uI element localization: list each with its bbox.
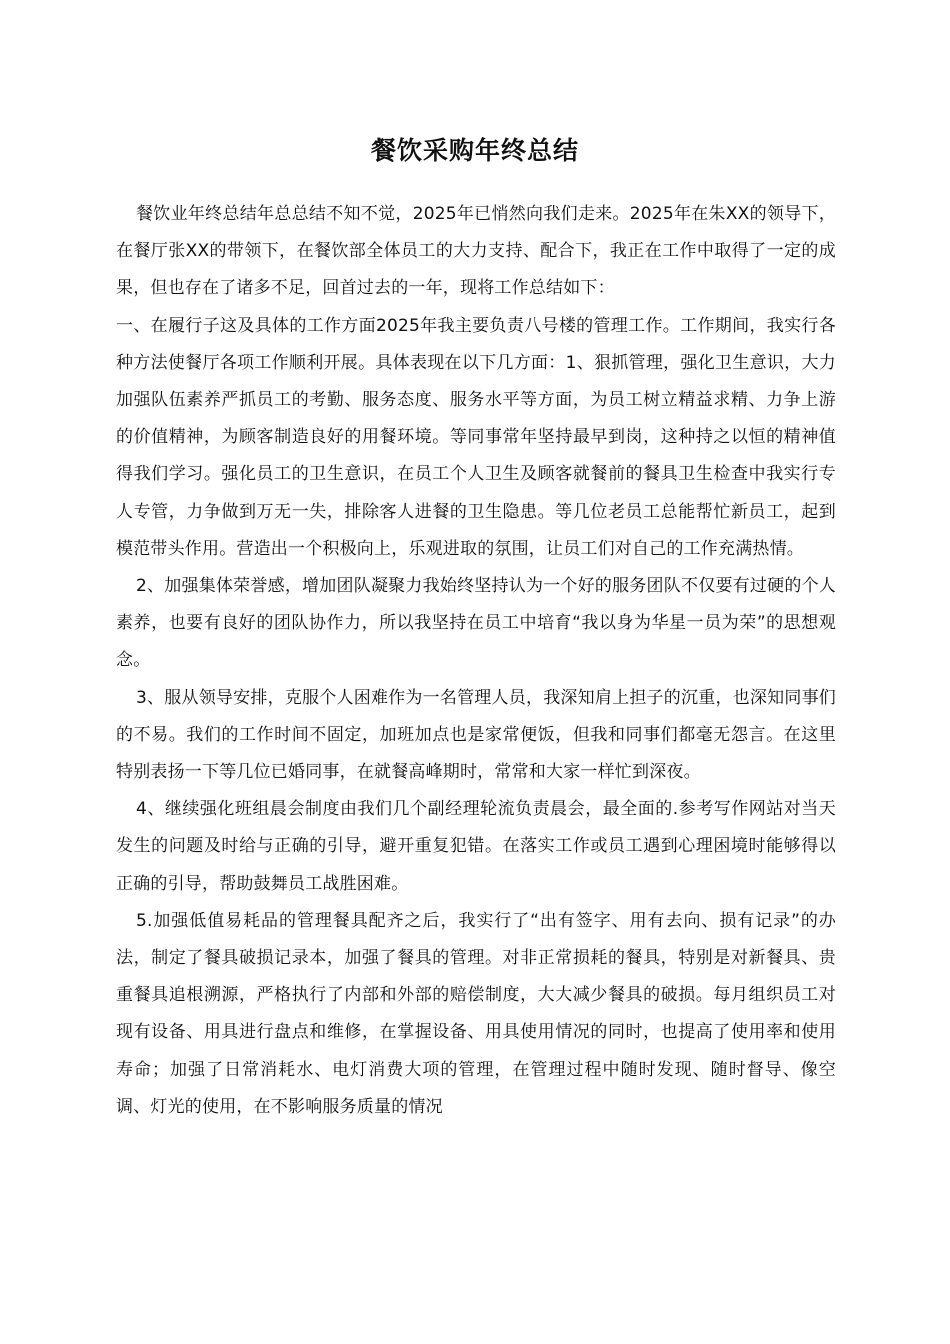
paragraph-intro: 餐饮业年终总结年总总结不知不觉，2025年已悄然向我们走来。2025年在朱XX的领导下，在餐厅张XX的带领下，在餐饮部全体员工的大力支持、配合下，我正在工作中取得了一定的成果，但也存在了诸多不足，回首过去的一年，现将工作总结如下： — [116, 204, 836, 299]
paragraph-section-1: 一、在履行子这及具体的工作方面2025年我主要负责八号楼的管理工作。工作期间，我实行各种方法使餐厅各项工作顺利开展。具体表现在以下几方面：1、狠抓管理，强化卫生意识，大力加强队伍素养严抓员工的考勤、服务态度、服务水平等方面，为员工树立精益求精、力争上游的价值精神，为顾客制造良好的用餐环境。等同事常年坚持最早到岗，这种持之以恒的精神值得我们学习。强化员工的卫生意识，在员工个人卫生及顾客就餐前的餐具卫生检查中我实行专人专管，力争做到万无一失，排除客人进餐的卫生隐患。等几位老员工总能帮忙新员工，起到模范带头作用。营造出一个积极向上，乐观进取的氛围，让员工们对自己的工作充满热情。 — [116, 315, 836, 559]
paragraph-item-3: 3、服从领导安排，克服个人困难作为一名管理人员，我深知肩上担子的沉重，也深知同事们的不易。我们的工作时间不固定，加班加点也是家常便饭，但我和同事们都毫无怨言。在这里特别表扬一下等几位已婚同事，在就餐高峰期时，常常和大家一样忙到深夜。 — [116, 687, 836, 783]
paragraph-item-4: 4、继续强化班组晨会制度由我们几个副经理轮流负责晨会，最全面的.参考写作网站对当天发生的问题及时给与正确的引导，避开重复犯错。在落实工作或员工遇到心理困境时能够得以正确的引导，帮助鼓舞员工战胜困难。 — [116, 799, 836, 894]
paragraph-item-5: 5.加强低值易耗品的管理餐具配齐之后，我实行了“出有签字、用有去向、损有记录”的办法，制定了餐具破损记录本，加强了餐具的管理。对非正常损耗的餐具，特别是对新餐具、贵重餐具追根溯源，严格执行了内部和外部的赔偿制度，大大减少餐具的破损。每月组织员工对现有设备、用具进行盘点和维修，在掌握设备、用具使用情况的同时，也提高了使用率和使用寿命；加强了日常消耗水、电灯消费大项的管理，在管理过程中随时发现、随时督导、像空调、灯光的使用，在不影响服务质量的情况 — [116, 910, 836, 1117]
paragraph-item-2: 2、加强集体荣誉感，增加团队凝聚力我始终坚持认为一个好的服务团队不仅要有过硬的个人素养，也要有良好的团队协作力，所以我坚持在员工中培育“我以身为华星一员为荣”的思想观念。 — [116, 576, 836, 671]
document-body — [116, 196, 836, 1126]
document-title: 餐饮采购年终总结 — [370, 136, 579, 165]
